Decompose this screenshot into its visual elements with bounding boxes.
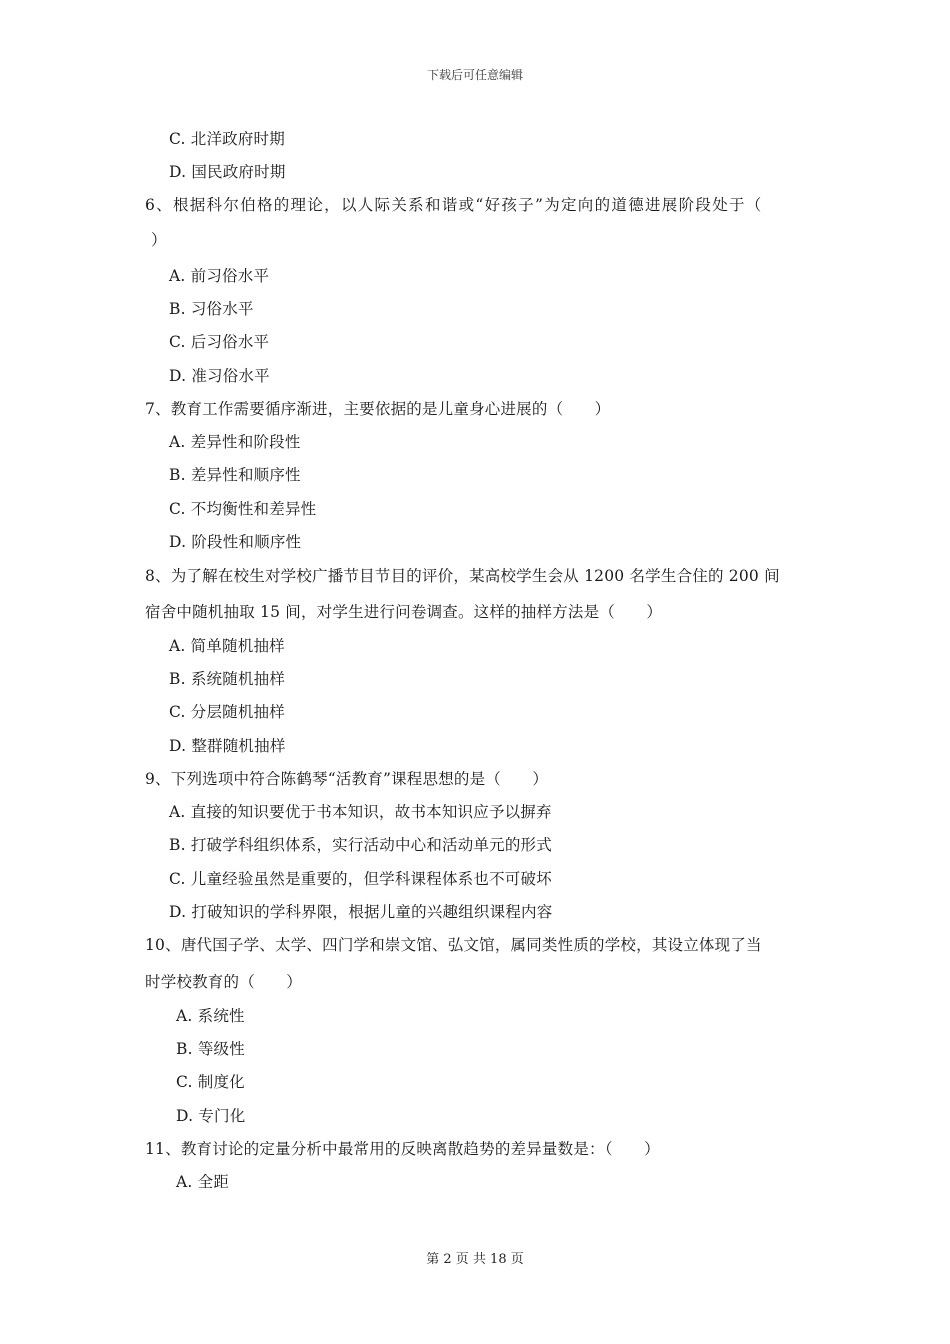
- question-text-continued: 宿舍中随机抽取 15 间，对学生进行问卷调查。这样的抽样方法是（ ）: [145, 603, 663, 621]
- option-text: D. 准习俗水平: [169, 367, 270, 385]
- option-text: C. 制度化: [176, 1073, 245, 1091]
- option-text: B. 打破学科组织体系，实行活动中心和活动单元的形式: [169, 836, 552, 854]
- page-footer: 第 2 页 共 18 页: [426, 1252, 524, 1267]
- option-text: A. 系统性: [176, 1007, 245, 1025]
- question-text: 6、根据科尔伯格的理论，以人际关系和谐或“好孩子”为定向的道德进展阶段处于（: [145, 196, 763, 214]
- question-text: 9、下列选项中符合陈鹤琴“活教育”课程思想的是（ ）: [145, 770, 549, 788]
- option-text: B. 差异性和顺序性: [169, 466, 301, 484]
- option-text: A. 简单随机抽样: [169, 637, 285, 655]
- option-text: D. 国民政府时期: [169, 163, 286, 181]
- question-text: 8、为了解在校生对学校广播节目节目的评价，某高校学生会从 1200 名学生合住的 200 间: [145, 567, 780, 585]
- option-text: C. 后习俗水平: [169, 333, 270, 351]
- option-text: A. 直接的知识要优于书本知识，故书本知识应予以摒弃: [169, 803, 552, 821]
- option-text: C. 北洋政府时期: [169, 130, 285, 148]
- option-text: A. 差异性和阶段性: [169, 433, 301, 451]
- question-text: 7、教育工作需要循序渐进，主要依据的是儿童身心进展的（ ）: [145, 400, 611, 418]
- option-text: B. 等级性: [176, 1040, 245, 1058]
- option-text: D. 阶段性和顺序性: [169, 533, 302, 551]
- page-header: 下载后可任意编辑: [426, 68, 523, 82]
- option-text: B. 习俗水平: [169, 300, 254, 318]
- option-text: C. 不均衡性和差异性: [169, 500, 317, 518]
- question-text-continued: ）: [151, 231, 167, 249]
- option-text: D. 打破知识的学科界限，根据儿童的兴趣组织课程内容: [169, 903, 553, 921]
- question-text: 10、唐代国子学、太学、四门学和崇文馆、弘文馆，属同类性质的学校，其设立体现了当: [145, 936, 762, 954]
- option-text: B. 系统随机抽样: [169, 670, 286, 688]
- option-text: C. 分层随机抽样: [169, 703, 285, 721]
- option-text: D. 专门化: [176, 1107, 246, 1125]
- option-text: A. 全距: [176, 1173, 230, 1191]
- option-text: C. 儿童经验虽然是重要的，但学科课程体系也不可破坏: [169, 870, 552, 888]
- question-text: 11、教育讨论的定量分析中最常用的反映离散趋势的差异量数是：（ ）: [145, 1140, 660, 1158]
- option-text: A. 前习俗水平: [169, 267, 270, 285]
- question-text-continued: 时学校教育的（ ）: [145, 973, 303, 991]
- option-text: D. 整群随机抽样: [169, 737, 286, 755]
